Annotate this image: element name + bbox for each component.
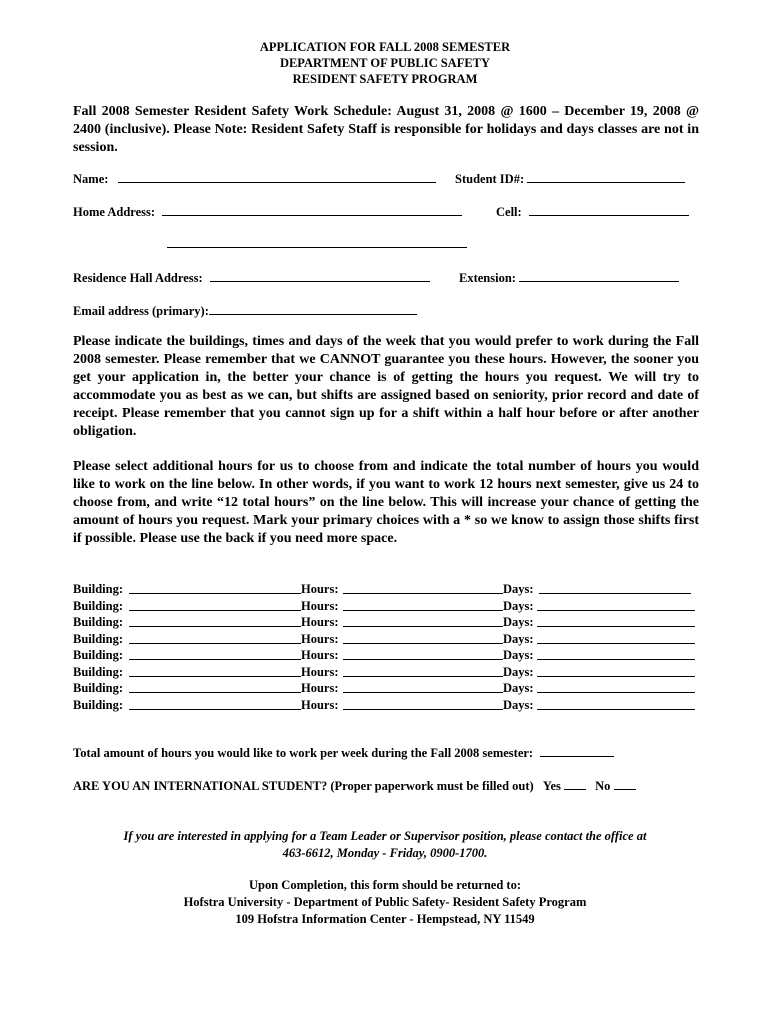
hours-field[interactable] — [343, 615, 503, 627]
home-address-line2-field[interactable] — [167, 236, 467, 248]
days-label: Days: — [503, 681, 534, 695]
days-field[interactable] — [537, 681, 695, 693]
days-label: Days: — [503, 648, 534, 662]
hours-field[interactable] — [343, 599, 503, 611]
hours-field[interactable] — [343, 665, 503, 677]
department-title: DEPARTMENT OF PUBLIC SAFETY — [279, 56, 491, 70]
building-label: Building: — [73, 681, 124, 695]
building-field[interactable] — [129, 665, 301, 677]
home-address-label: Home Address — [73, 205, 151, 219]
days-field[interactable] — [537, 632, 695, 644]
student-id-row — [455, 171, 685, 187]
days-field[interactable] — [537, 599, 695, 611]
hours-label: Hours: — [301, 582, 339, 596]
yes-label: Yes — [542, 779, 561, 793]
days-label: Days: — [503, 615, 534, 629]
building-label: Building: — [73, 664, 124, 679]
leader-note-line1: If you are interested in applying for a Team Leader or Supervisor position, please contact the office at — [123, 829, 647, 843]
days-field[interactable] — [537, 665, 695, 677]
international-row — [73, 778, 636, 794]
hours-field[interactable] — [343, 698, 503, 710]
cell-field[interactable] — [529, 204, 689, 216]
name-label: Name — [73, 172, 105, 186]
email-row — [73, 303, 417, 319]
residence-hall-row: Residence Hall Address: — [73, 270, 430, 286]
building-field[interactable] — [129, 632, 301, 644]
building-label: Building: — [73, 615, 124, 629]
days-field[interactable] — [537, 615, 695, 627]
program-title: RESIDENT SAFETY PROGRAM — [292, 72, 478, 86]
extension-field[interactable] — [519, 270, 679, 282]
building-field[interactable] — [129, 599, 301, 611]
residence-hall-field[interactable] — [210, 270, 430, 282]
total-hours-label: Total amount of hours you would like to work per week during the Fall 2008 semester: — [73, 746, 534, 760]
days-label: Days: — [503, 631, 534, 646]
name-field[interactable] — [118, 171, 436, 183]
return-address: 109 Hofstra Information Center - Hempstead, NY 11549 — [235, 912, 535, 926]
building-label: Building: — [73, 697, 124, 712]
hours-field[interactable] — [343, 582, 503, 594]
building-field[interactable] — [129, 582, 301, 594]
days-label: Days: — [503, 697, 534, 712]
email-label: Email address (primary): — [73, 304, 209, 318]
building-field[interactable] — [129, 698, 301, 710]
days-field[interactable] — [537, 648, 695, 660]
hours-label: Hours: — [301, 648, 339, 662]
schedule-intro: Fall 2008 Semester Resident Safety Work Schedule: August 31, 2008 @ 1600 – December 19, 2008 @ 2400 (inclusive). Please Note: Resident Safety Staff is responsible for holidays and days classes are not in session. — [73, 104, 699, 155]
days-label: Days: — [503, 598, 534, 613]
days-label: Days: — [503, 664, 534, 679]
student-id-label: Student ID#: — [455, 172, 525, 186]
email-field[interactable] — [209, 303, 417, 315]
cell-row: Cell: — [496, 204, 689, 220]
hours-label: Hours: — [301, 615, 339, 629]
hours-label: Hours: — [301, 631, 339, 646]
building-field[interactable] — [129, 615, 301, 627]
hours-label: Hours: — [301, 664, 339, 679]
hours-field[interactable] — [343, 632, 503, 644]
no-label: No — [595, 779, 611, 793]
preference-instructions: Please indicate the buildings, times and days of the week that you would prefer to work during the Fall 2008 semester. Please remember that we CANNOT guarantee you these hours. However, the sooner you get your application in, the better your chance is of getting the hours you request. We will try to accommodate you as best as we can, but shifts are assigned based on seniority, prior record and date of receipt. Please remember that you cannot sign up for a shift within a half hour before or after another obligation. — [73, 334, 699, 439]
building-field[interactable] — [129, 648, 301, 660]
building-label: Building: — [73, 631, 124, 646]
days-field[interactable] — [539, 582, 691, 594]
additional-hours-instructions: Please select additional hours for us to choose from and indicate the total number of hours you would like to work on the line below. In other words, if you want to work 12 hours next semester, give us 24 to choose from, and write “12 total hours” on the line below. This will increase your chance of getting the amount of hours you request. Mark your primary choices with a * so we know to assign those shifts first if possible. Please use the back if you need more space. — [73, 459, 699, 546]
student-id-field[interactable] — [527, 171, 685, 183]
building-label: Building: — [73, 582, 124, 596]
home-address-row: Home Address: — [73, 204, 462, 220]
residence-hall-label: Residence Hall Address — [73, 271, 199, 285]
home-address-line2-row — [167, 236, 467, 252]
extension-label: Extension: — [459, 271, 516, 285]
return-instructions: Upon Completion, this form should be returned to: — [248, 878, 521, 892]
total-hours-row — [73, 745, 614, 761]
extension-row — [459, 270, 679, 286]
home-address-field[interactable] — [162, 204, 462, 216]
total-hours-field[interactable] — [540, 745, 614, 757]
hours-label: Hours: — [301, 598, 339, 613]
name-row: Name: — [73, 171, 436, 187]
hours-label: Hours: — [301, 697, 339, 712]
leader-note-line2: 463-6612, Monday - Friday, 0900-1700. — [282, 846, 488, 860]
building-label: Building: — [73, 648, 124, 662]
hours-field[interactable] — [343, 681, 503, 693]
hours-field[interactable] — [343, 648, 503, 660]
no-field[interactable] — [614, 778, 636, 790]
cell-label: Cell — [496, 205, 518, 219]
building-label: Building: — [73, 598, 124, 613]
return-department: Hofstra University - Department of Public Safety- Resident Safety Program — [183, 895, 587, 909]
international-question: ARE YOU AN INTERNATIONAL STUDENT? (Proper paperwork must be filled out) — [73, 779, 534, 793]
days-field[interactable] — [537, 698, 695, 710]
days-label: Days: — [503, 582, 534, 596]
yes-field[interactable] — [564, 778, 586, 790]
hours-label: Hours: — [301, 681, 339, 695]
building-field[interactable] — [129, 681, 301, 693]
form-title: APPLICATION FOR FALL 2008 SEMESTER — [259, 40, 511, 54]
